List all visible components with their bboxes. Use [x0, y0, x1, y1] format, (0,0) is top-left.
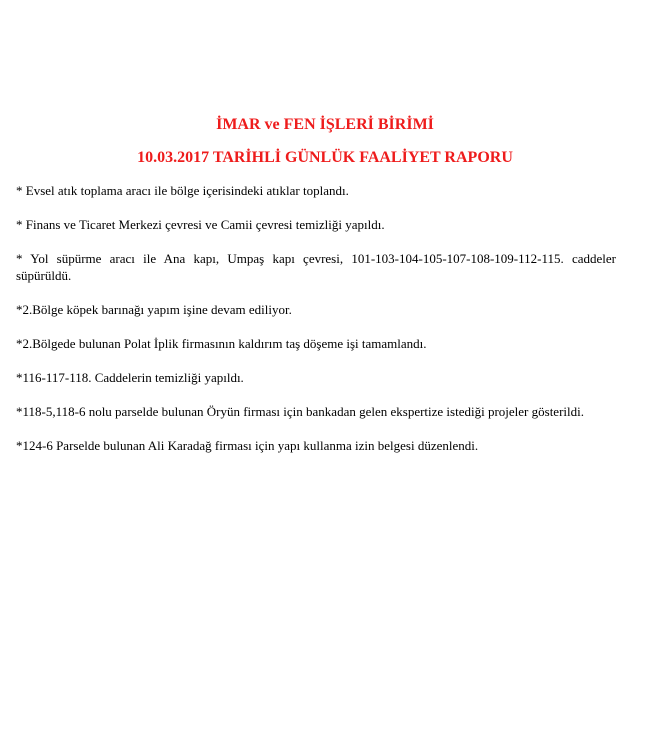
activity-item: *116-117-118. Caddelerin temizliği yapıldı. [16, 370, 244, 385]
unit-title: İMAR ve FEN İŞLERİ BİRİMİ [216, 116, 434, 133]
activity-list [16, 182, 616, 471]
activity-item: * Yol süpürme aracı ile Ana kapı, Umpaş kapı çevresi, 101-103-104-105-107-108-109-112-115. caddeler süpürüldü. [16, 251, 616, 283]
activity-item: * Evsel atık toplama aracı ile bölge içerisindeki atıklar toplandı. [16, 183, 349, 198]
activity-item: *2.Bölge köpek barınağı yapım işine devam ediliyor. [16, 302, 292, 317]
activity-item: *124-6 Parselde bulunan Ali Karadağ firması için yapı kullanma izin belgesi düzenlendi. [16, 438, 479, 453]
report-title: 10.03.2017 TARİHLİ GÜNLÜK FAALİYET RAPORU [137, 149, 513, 166]
activity-item: * Finans ve Ticaret Merkezi çevresi ve Camii çevresi temizliği yapıldı. [16, 217, 385, 232]
activity-item: *118-5,118-6 nolu parselde bulunan Öryün firması için bankadan gelen ekspertize istediği projeler gösterildi. [16, 404, 584, 419]
activity-item: *2.Bölgede bulunan Polat İplik firmasının kaldırım taş döşeme işi tamamlandı. [16, 336, 427, 351]
